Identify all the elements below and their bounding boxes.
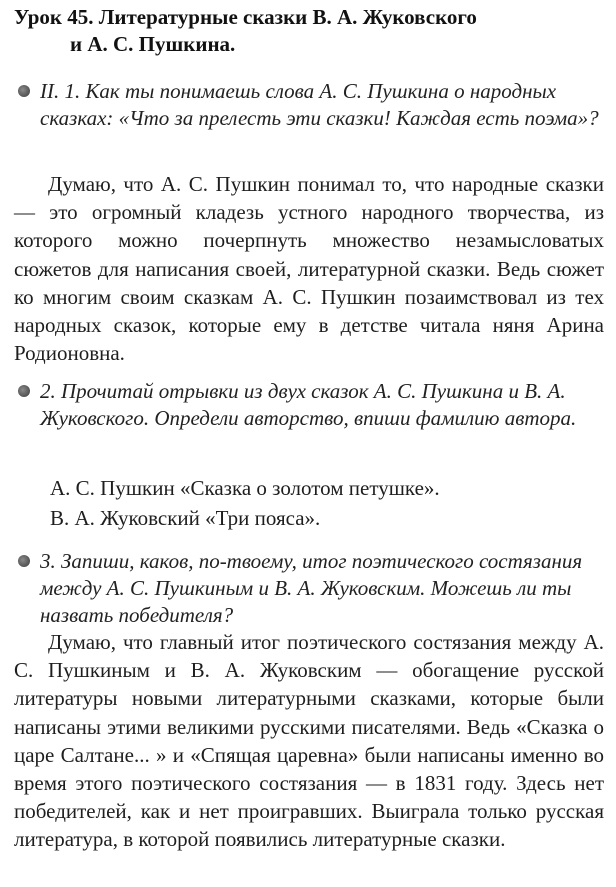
bullet-icon — [18, 555, 30, 567]
task-1-question — [18, 78, 606, 132]
task-2-question-text: 2. Прочитай отрывки из двух сказок А. С. Пушкина и В. А. Жуковского. Определи авторство, впиши фамилию автора. — [40, 379, 577, 430]
task-3-question-text: 3. Запиши, каков, по-твоему, итог поэтического состязания между А. С. Пушкиным и В. А. Жуковским. Можешь ли ты назвать победителя? — [40, 549, 583, 627]
task-2-answer-line-2: В. А. Жуковский «Три пояса». — [50, 506, 321, 530]
task-1-answer: Думаю, что А. С. Пушкин понимал то, что народные сказки — это огромный кладезь устного народного творчества, из которого можно почерпнуть множество незамысловатых сюжетов для написания своей, литературной сказки. Ведь сюжет ко многим своим сказкам А. С. Пушкин позаимствовал из тех народных сказок, которые ему в детстве читала няня Арина Родионовна. — [14, 172, 604, 366]
lesson-title-line-2: и А. С. Пушкина. — [70, 32, 236, 56]
bullet-icon — [18, 385, 30, 397]
task-2-answer-line-1: А. С. Пушкин «Сказка о золотом петушке». — [50, 476, 440, 500]
task-1-question-text: II. 1. Как ты понимаешь слова А. С. Пушкина о народных сказках: «Что за прелесть эти сказки! Каждая есть поэма»? — [40, 79, 599, 130]
lesson-title — [14, 4, 604, 58]
task-3-question — [18, 548, 606, 629]
task-3-answer: Думаю, что главный итог поэтического состязания между А. С. Пушкиным и В. А. Жуковским — обогащение русской литературы новыми литературными сказками, которые были написаны этими великими русскими писателями. Ведь «Сказка о царе Салтане... » и «Спящая царевна» были написаны именно во время этого поэтического состязания — в 1831 году. Здесь нет победителей, как и нет проигравших. Выиграла только русская литература, в которой появились литературные сказки. — [14, 630, 604, 852]
lesson-title-line-1: Урок 45. Литературные сказки В. А. Жуковского — [14, 5, 477, 29]
task-2-question — [18, 378, 606, 432]
bullet-icon — [18, 85, 30, 97]
